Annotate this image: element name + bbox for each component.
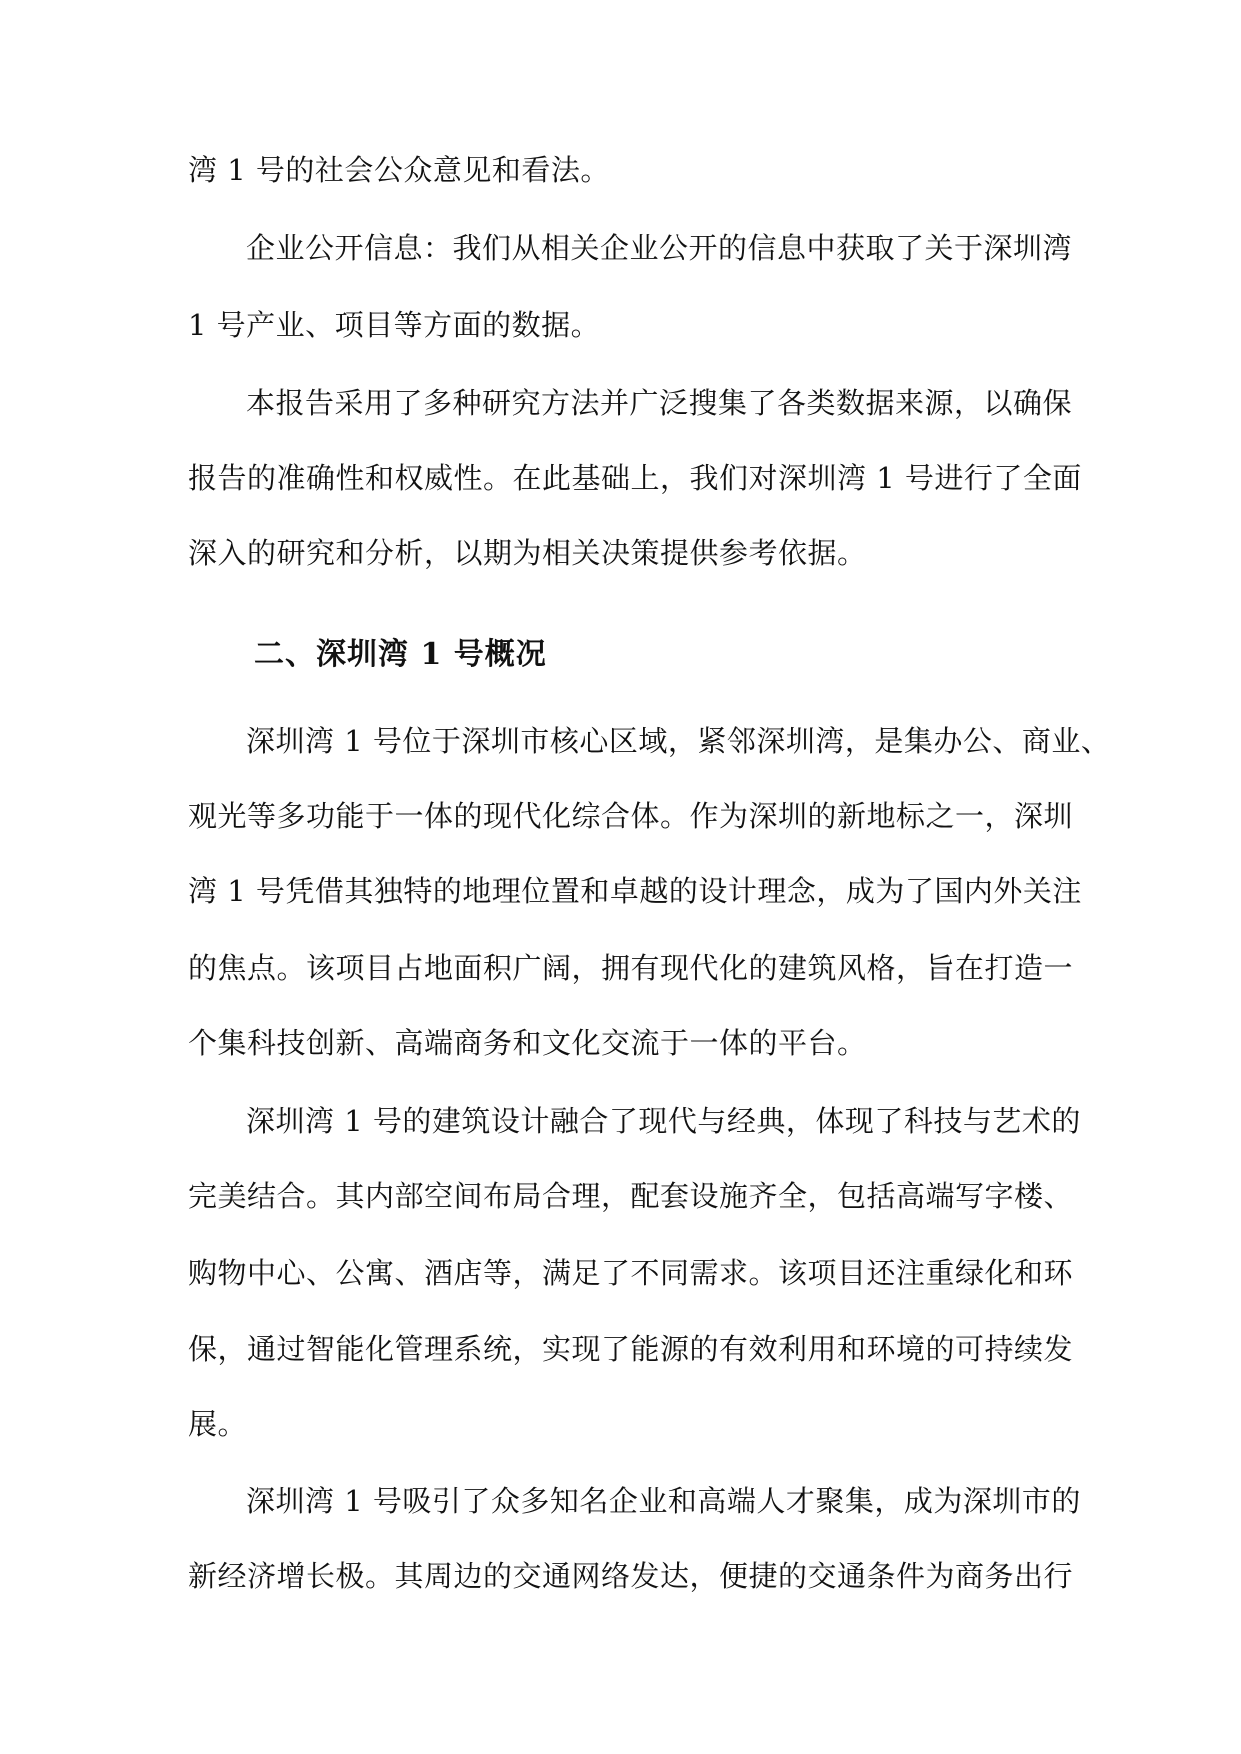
design-paragraph-line: 保，通过智能化管理系统，实现了能源的有效利用和环境的可持续发 xyxy=(188,1332,1074,1366)
enterprise-paragraph-line: 1 号产业、项目等方面的数据。 xyxy=(188,308,601,342)
overview-paragraph-line: 观光等多功能于一体的现代化综合体。作为深圳的新地标之一，深圳 xyxy=(188,799,1074,833)
overview-paragraph-line: 深圳湾 1 号位于深圳市核心区域，紧邻深圳湾，是集办公、商业、 xyxy=(246,724,1111,758)
design-paragraph-line: 购物中心、公寓、酒店等，满足了不同需求。该项目还注重绿化和环 xyxy=(188,1256,1074,1290)
overview-paragraph-line: 的焦点。该项目占地面积广阔，拥有现代化的建筑风格，旨在打造一 xyxy=(188,951,1074,985)
enterprise-paragraph-line: 企业公开信息：我们从相关企业公开的信息中获取了关于深圳湾 xyxy=(246,231,1073,265)
economy-paragraph-line: 深圳湾 1 号吸引了众多知名企业和高端人才聚集，成为深圳市的 xyxy=(246,1484,1081,1518)
summary-paragraph-line: 深入的研究和分析，以期为相关决策提供参考依据。 xyxy=(188,536,867,570)
intro-paragraph-line: 湾 1 号的社会公众意见和看法。 xyxy=(188,153,610,187)
overview-paragraph-line: 湾 1 号凭借其独特的地理位置和卓越的设计理念，成为了国内外关注 xyxy=(188,874,1082,908)
section-heading: 二、深圳湾 1 号概况 xyxy=(254,637,547,672)
design-paragraph-line: 完美结合。其内部空间布局合理，配套设施齐全，包括高端写字楼、 xyxy=(188,1179,1074,1213)
economy-paragraph-line: 新经济增长极。其周边的交通网络发达，便捷的交通条件为商务出行 xyxy=(188,1559,1074,1593)
design-paragraph-line: 深圳湾 1 号的建筑设计融合了现代与经典，体现了科技与艺术的 xyxy=(246,1104,1081,1138)
summary-paragraph-line: 本报告采用了多种研究方法并广泛搜集了各类数据来源，以确保 xyxy=(246,386,1073,420)
summary-paragraph-line: 报告的准确性和权威性。在此基础上，我们对深圳湾 1 号进行了全面 xyxy=(188,461,1082,495)
overview-paragraph-line: 个集科技创新、高端商务和文化交流于一体的平台。 xyxy=(188,1026,867,1060)
design-paragraph-line: 展。 xyxy=(188,1407,248,1441)
